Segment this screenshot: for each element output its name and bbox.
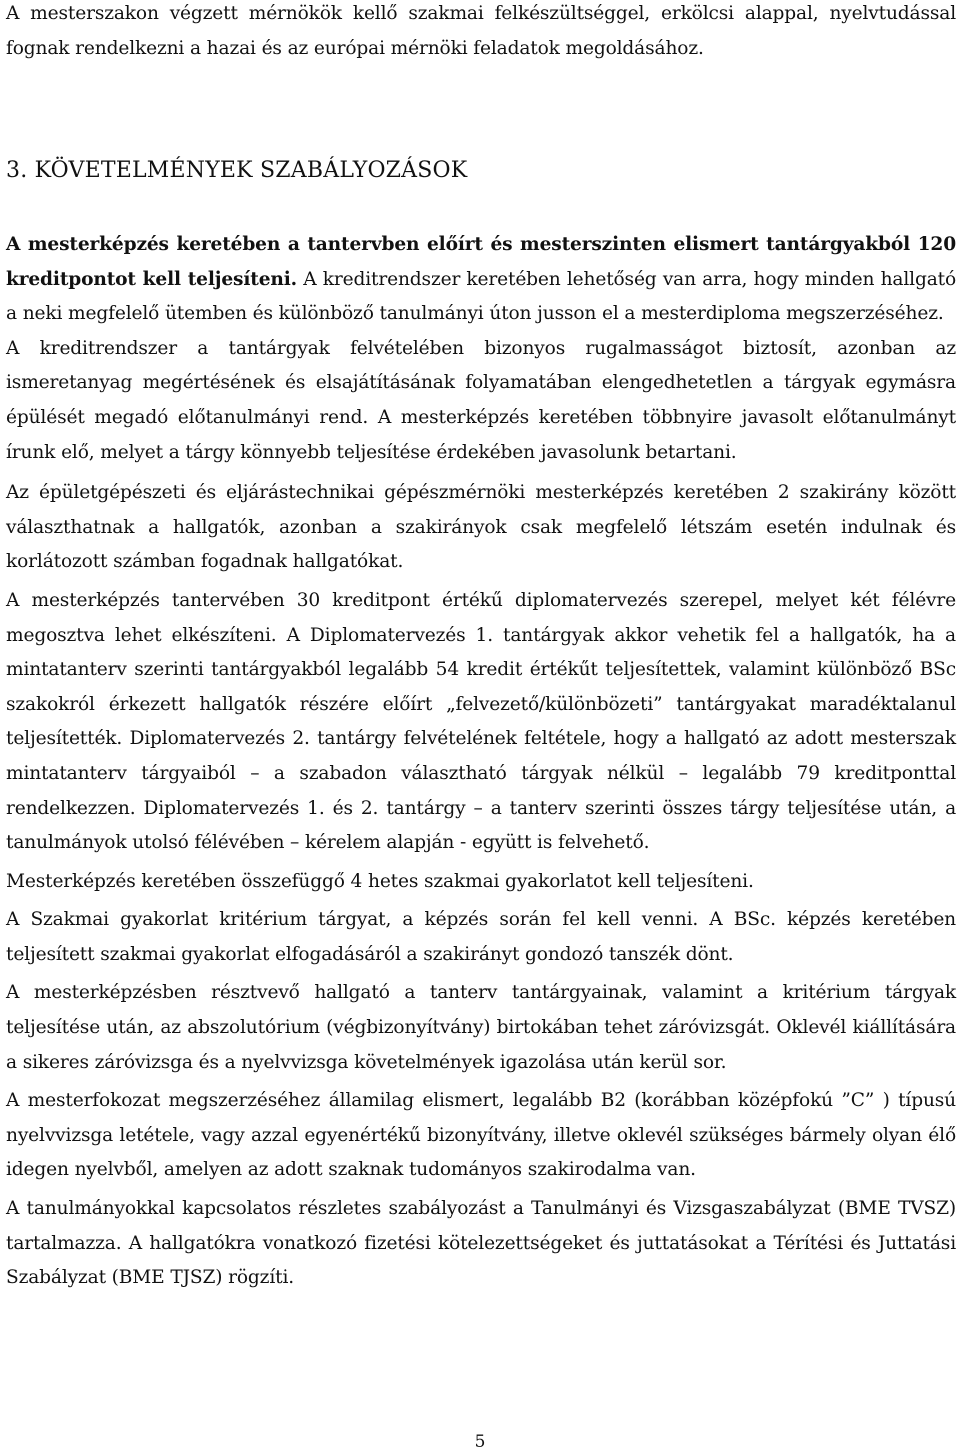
intro-paragraph: A mesterszakon végzett mérnökök kellő szakmai felkészültséggel, erkölcsi alappal, nyelvtudással fognak rendelkezni a hazai és az európai mérnöki feladatok megoldásához.	[6, 3, 956, 59]
paragraph-final-exam: A mesterképzésben résztvevő hallgató a tanterv tantárgyainak, valamint a kritérium tárgyak teljesítése után, az abszolutórium (végbizonyítvány) birtokában tehet záróvizsgát. Oklevél kiállítására a sikeres záróvizsga és a nyelvvizsga követelmények igazolása után kerül sor.	[6, 982, 956, 1073]
paragraph-specializations: Az épületgépészeti és eljárástechnikai gépészmérnöki mesterképzés keretében 2 szakirány között választhatnak a hallgatók, azonban a szakirányok csak megfelelő létszám esetén indulnak és korlátozott számban fogadnak hallgatókat.	[6, 482, 956, 573]
paragraph-internship: Mesterképzés keretében összefüggő 4 hetes szakmai gyakorlatot kell teljesíteni.	[6, 870, 754, 892]
section-heading: 3. KÖVETELMÉNYEK SZABÁLYOZÁSOK	[6, 158, 468, 183]
credit-requirement-text: A kreditrendszer keretében lehetőség van arra, hogy minden hallgató a neki megfelelő ütemben és különböző tanulmányi úton jusson el a mesterdiploma megszerzéséhez.	[6, 268, 956, 325]
paragraph-language-exam: A mesterfokozat megszerzéséhez államilag elismert, legalább B2 (korábban középfokú ”C” ) típusú nyelvvizsga letétele, vagy azzal egyenértékű bizonyítvány, illetve oklevél szükséges bármely olyan élő idegen nyelvből, amelyen az adott szaknak tudományos szakirodalma van.	[6, 1090, 956, 1181]
section-body	[6, 228, 956, 1296]
paragraph-thesis: A mesterképzés tantervében 30 kreditpont értékű diplomatervezés szerepel, melyet két félévre megosztva lehet elkészíteni. A Diplomatervezés 1. tantárgyak akkor vehetik fel a hallgatók, ha a mintatanterv szerinti tantárgyakból legalább 54 kredit értékűt teljesítettek, valamint különböző BSc szakokról érkezett hallgatók részére előírt „felvezető/különbözeti” tantárgyakat maradéktalanul teljesítették. Diplomatervezés 2. tantárgy felvételének feltétele, hogy a hallgató az adott mesterszak mintatanterv tárgyaiból – a szabadon választható tárgyak nélkül – legalább 79 kreditponttal rendelkezzen. Diplomatervezés 1. és 2. tantárgy – a tanterv szerinti összes tárgy teljesítése után, a tanulmányok utolsó félévében – kérelem alapján - együtt is felvehető.	[6, 589, 956, 854]
credit-requirement-bold: A mesterképzés keretében a tantervben előírt és mesterszinten elismert tantárgyakból 120 kreditpontot kell teljesíteni.	[6, 234, 956, 290]
paragraph-regulations: A tanulmányokkal kapcsolatos részletes szabályozást a Tanulmányi és Vizsgaszabályzat (BME TVSZ) tartalmazza. A hallgatókra vonatkozó fizetési kötelezettségeket és juttatásokat a Térítési és Juttatási Szabályzat (BME TJSZ) rögzíti.	[6, 1198, 956, 1289]
paragraph-internship-criteria: A Szakmai gyakorlat kritérium tárgyat, a képzés során fel kell venni. A BSc. képzés keretében teljesített szakmai gyakorlat elfogadásáról a szakirányt gondozó tanszék dönt.	[6, 909, 956, 965]
paragraph-credit-system: A kreditrendszer a tantárgyak felvételében bizonyos rugalmasságot biztosít, azonban az ismeretanyag megértésének és elsajátításának folyamatában elengedhetetlen a tárgyak egymásra épülését megadó előtanulmányi rend. A mesterképzés keretében többnyire javasolt előtanulmányt írunk elő, melyet a tárgy könnyebb teljesítése érdekében javasolunk betartani.	[6, 337, 956, 463]
paragraph-credit-requirements	[6, 228, 956, 332]
page-number: 5	[474, 1432, 486, 1452]
document-page	[6, 0, 956, 1289]
